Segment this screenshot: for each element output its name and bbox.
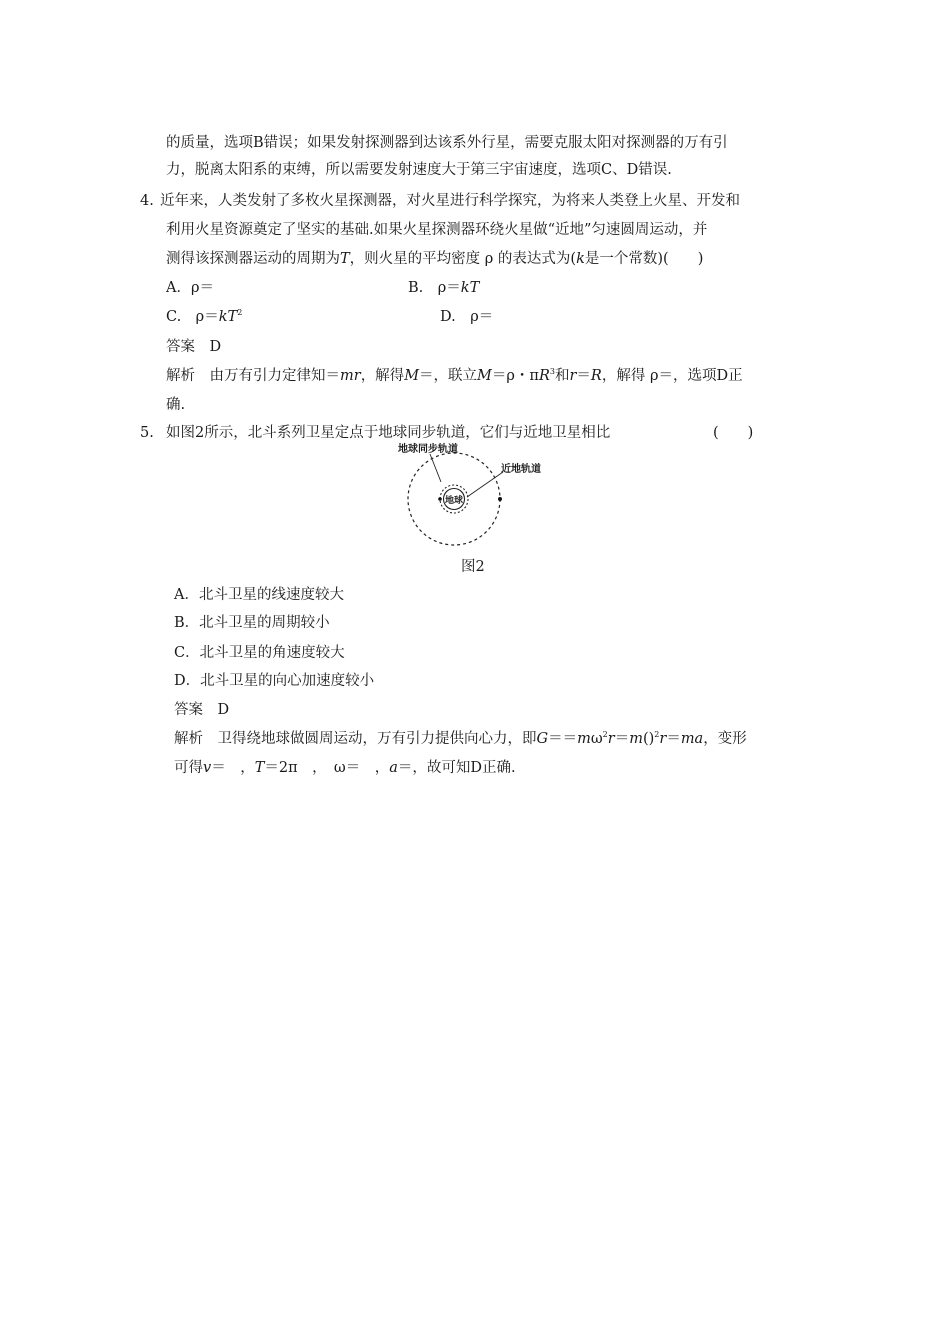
analysis-text: ＝ <box>666 731 681 747</box>
option-c <box>166 307 242 327</box>
question-stem-line-1: 近年来，人类发射了多枚火星探测器，对火星进行科学探究，为将来人类登上火星、开发和 <box>160 193 740 209</box>
option-text: B. ρ＝ <box>408 280 461 296</box>
var: T <box>254 760 265 776</box>
option-a: A．ρ＝ <box>166 280 214 296</box>
option-c: C．北斗卫星的角速度较大 <box>174 645 345 661</box>
analysis-line-1 <box>166 366 743 386</box>
near-orbit-label: 近地轨道 <box>501 464 541 475</box>
var: R <box>590 368 602 384</box>
formula-kt: kT <box>218 309 238 325</box>
var-k: k <box>576 251 585 267</box>
analysis-line-1 <box>174 729 747 749</box>
var: m <box>577 731 591 747</box>
question-stem-line-2: 利用火星资源奠定了坚实的基础.如果火星探测器环绕火星做“近地”匀速圆周运动，并 <box>166 222 708 238</box>
analysis-text: ，解得 <box>360 368 405 384</box>
analysis-line-2: 确. <box>166 397 186 413</box>
formula-kt: kT <box>460 280 480 296</box>
analysis-text: ＝ ， <box>211 760 255 776</box>
var: G <box>536 731 549 747</box>
analysis-text: 可得 <box>174 760 203 776</box>
analysis-text: ＝ <box>576 368 591 384</box>
var: R <box>538 368 550 384</box>
analysis-text: 解析 卫得绕地球做圆周运动，万有引力提供向心力，即 <box>174 731 537 747</box>
answer: 答案 D <box>174 702 230 718</box>
var: m <box>629 731 643 747</box>
option-b: B．北斗卫星的周期较小 <box>174 615 330 631</box>
analysis-text: ，解得 ρ＝，选项D正 <box>601 368 743 384</box>
analysis-text: 解析 由万有引力定律知＝ <box>166 368 340 384</box>
stem-text: ，则火星的平均密度 ρ 的表达式为( <box>349 251 577 267</box>
analysis-text: ＝ <box>614 731 630 747</box>
figure-caption: 图2 <box>461 559 485 575</box>
question-number: 4. <box>140 193 154 209</box>
analysis-text: ω <box>590 731 603 747</box>
stem-text: 测得该探测器运动的周期为 <box>166 251 340 267</box>
analysis-text: ＝，故可知D正确. <box>397 760 516 776</box>
var: r <box>607 731 615 747</box>
var-T: T <box>340 251 350 267</box>
stem-text: 是一个常数)( ) <box>584 251 704 267</box>
exponent: 2 <box>237 308 243 317</box>
var: v <box>203 760 212 776</box>
earth-label: 地球 <box>445 496 464 506</box>
var: r <box>569 368 577 384</box>
analysis-text: ＝2π ， ω＝ ， <box>264 760 390 776</box>
sync-orbit-label: 地球同步轨道 <box>398 444 458 455</box>
analysis-text: ＝，联立 <box>419 368 478 384</box>
analysis-text: () <box>642 731 655 747</box>
analysis-text: ＝ρ・π <box>491 368 539 384</box>
exponent: 2 <box>654 730 660 739</box>
var: a <box>389 760 398 776</box>
analysis-text: ，变形 <box>703 731 747 747</box>
option-d: D. ρ＝ <box>440 309 494 325</box>
var: ma <box>680 731 704 747</box>
analysis-continuation-line-1: 的质量，选项B错误；如果发射探测器到达该系外行星，需要克服太阳对探测器的万有引 <box>166 135 728 151</box>
analysis-line-2 <box>174 758 516 778</box>
exponent: 2 <box>602 730 608 739</box>
sync-orbit-pointer <box>430 454 441 482</box>
var: M <box>404 368 420 384</box>
exponent: 3 <box>549 367 555 376</box>
question-stem: 如图2所示，北斗系列卫星定点于地球同步轨道，它们与近地卫星相比 <box>166 425 611 441</box>
near-satellite <box>438 497 442 501</box>
option-text: C. ρ＝ <box>166 309 219 325</box>
analysis-text: 和 <box>554 368 570 384</box>
option-d: D．北斗卫星的向心加速度较小 <box>174 673 375 689</box>
var: r <box>659 731 667 747</box>
answer-paren: ( ) <box>713 425 754 441</box>
question-stem-line-3 <box>166 249 703 269</box>
analysis-continuation-line-2: 力，脱离太阳系的束缚，所以需要发射速度大于第三宇宙速度，选项C、D错误. <box>166 162 672 178</box>
option-b <box>408 278 479 298</box>
var: M <box>477 368 492 384</box>
question-number: 5. <box>140 425 154 441</box>
analysis-text: ＝＝ <box>548 731 578 747</box>
beidou-satellite <box>498 497 502 501</box>
near-orbit-pointer <box>467 472 503 497</box>
var: mr <box>340 368 361 384</box>
option-a: A．北斗卫星的线速度较大 <box>174 587 344 603</box>
figure-2 <box>390 436 560 556</box>
answer: 答案 D <box>166 339 222 355</box>
